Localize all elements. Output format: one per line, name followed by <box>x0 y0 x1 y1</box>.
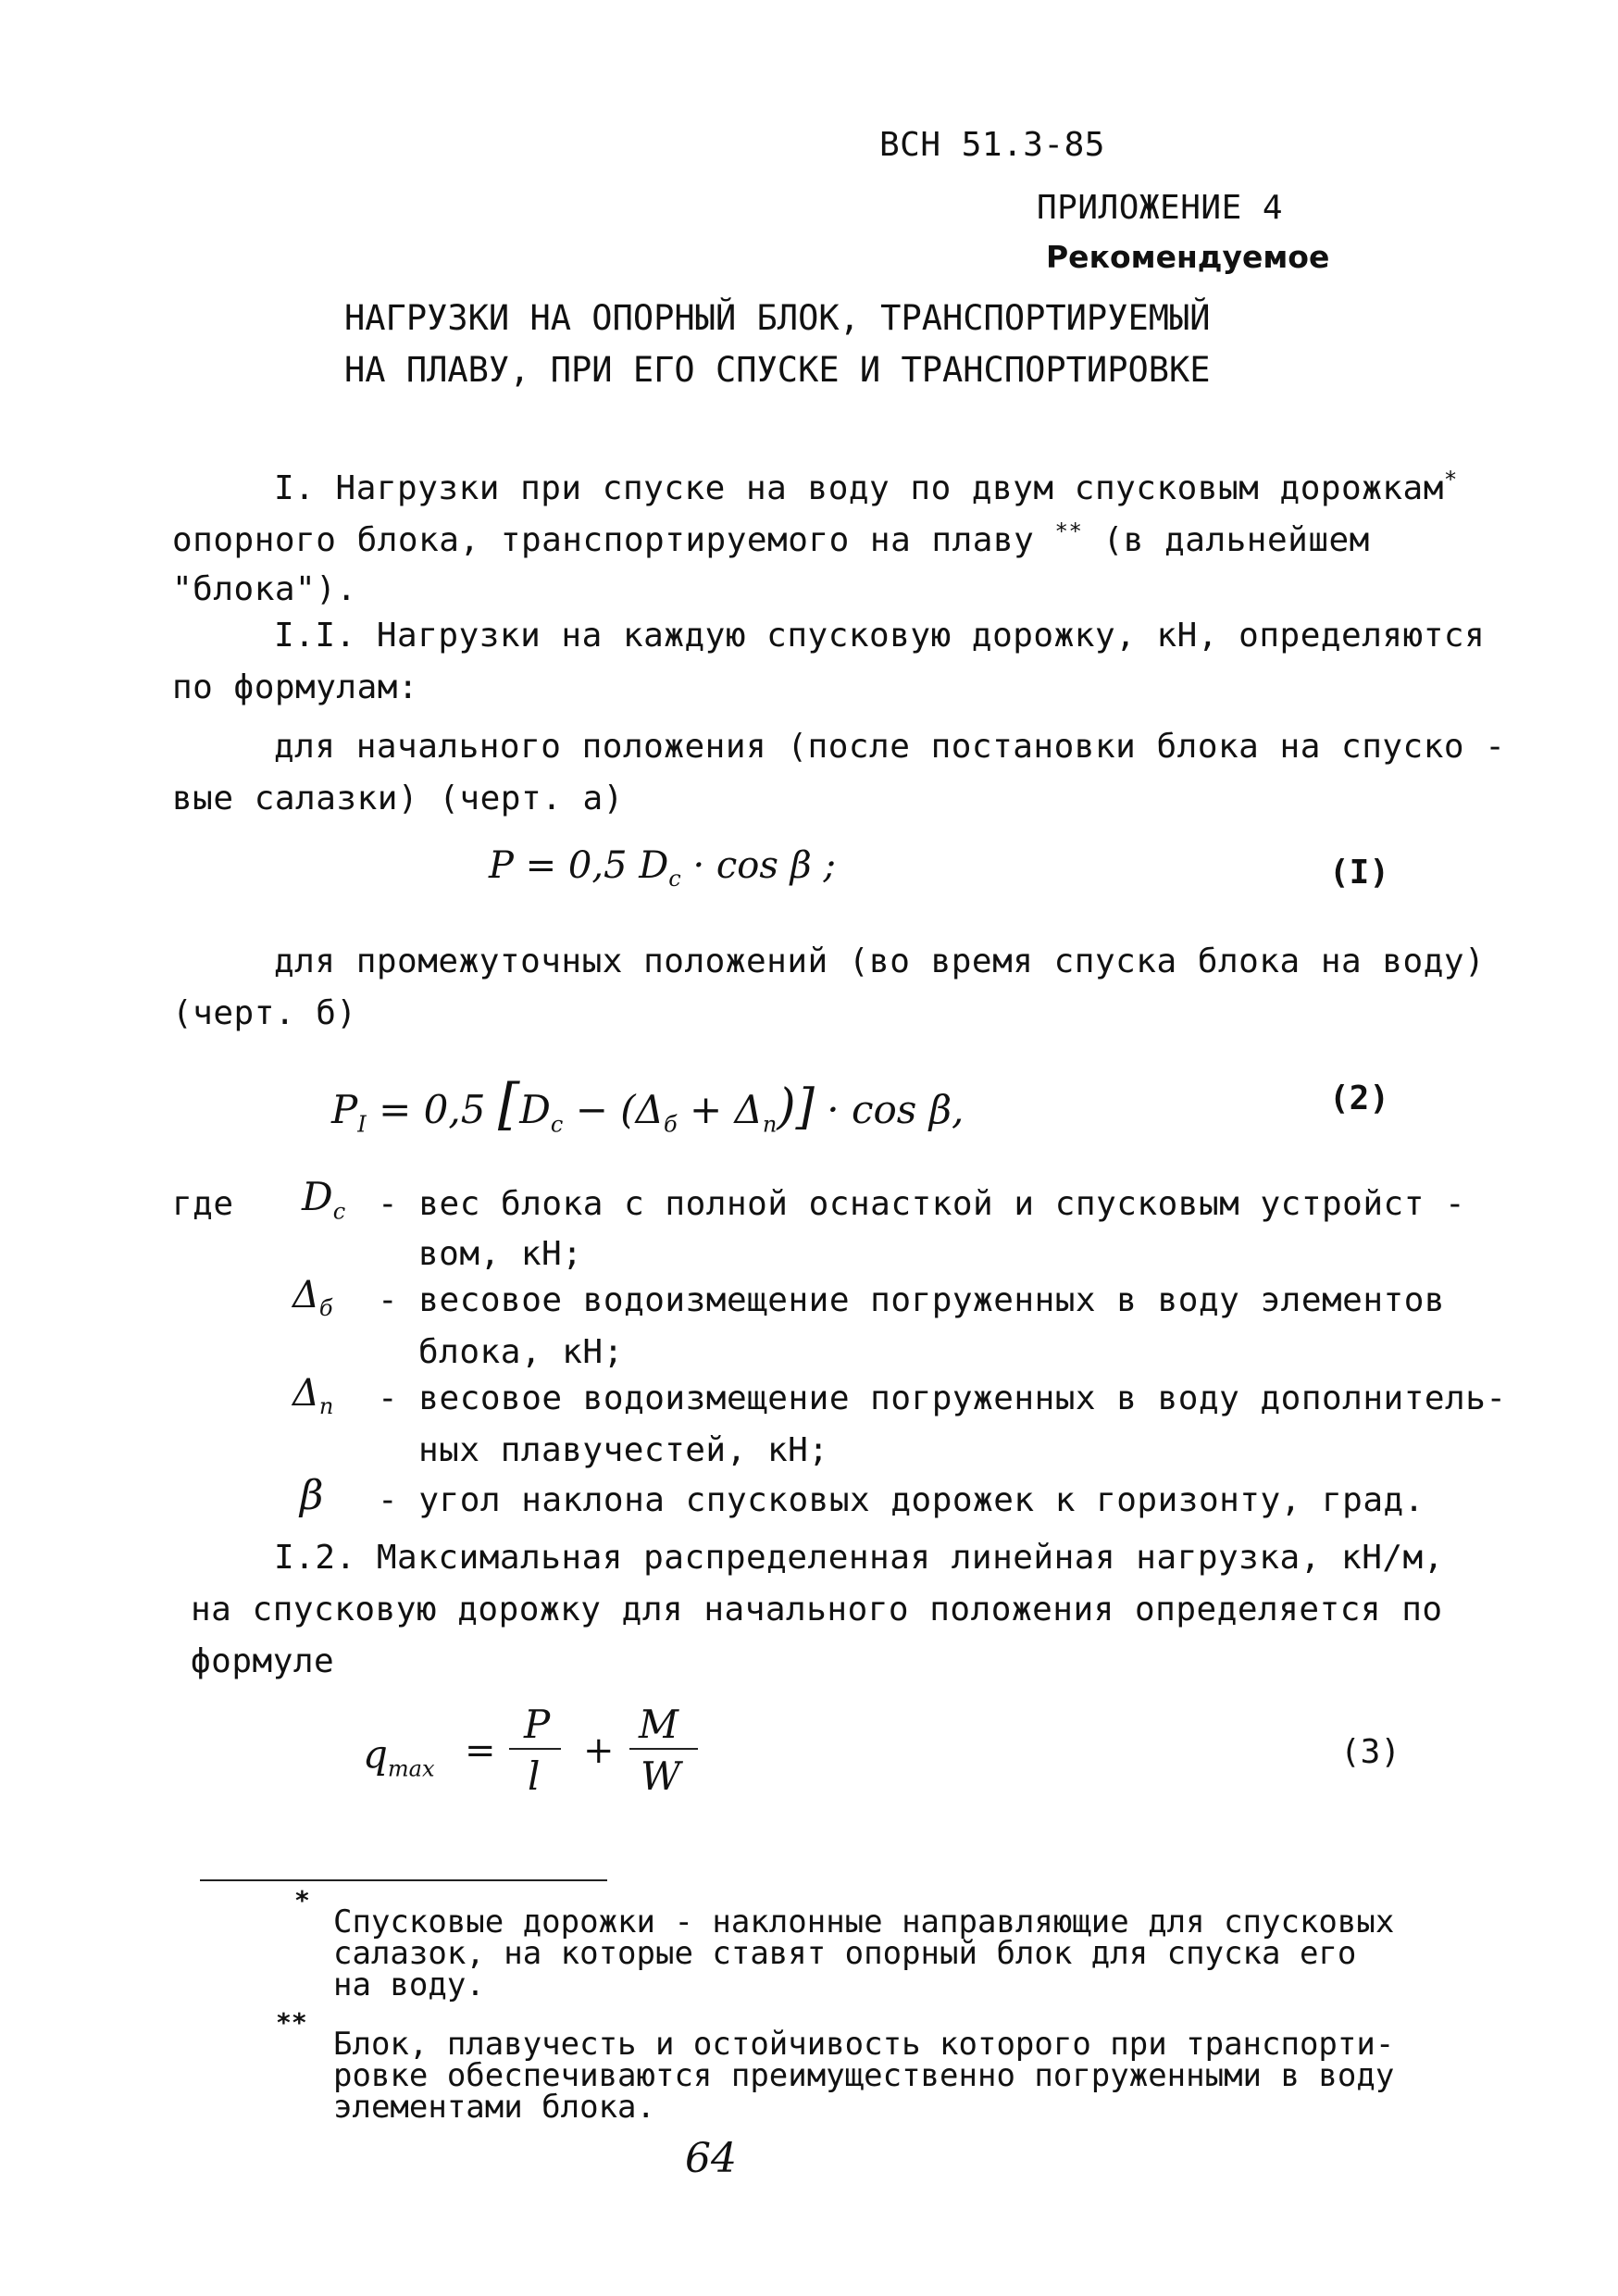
symbol-delta-p-main: Δ <box>292 1372 319 1415</box>
section-1-text: I. Нагрузки при спуске на воду по двум спусковым дорожкам <box>274 469 1444 507</box>
title-line-1: НАГРУЗКИ НА ОПОРНЫЙ БЛОК, ТРАНСПОРТИРУЕМЫЙ <box>344 298 1211 338</box>
symbol-delta-p-sub: п <box>318 1393 334 1419</box>
formula-2-lhs: P <box>331 1087 358 1132</box>
fraction-bar-2 <box>629 1748 698 1750</box>
formula-1-rest: · cos β ; <box>692 844 836 887</box>
footnote-2-line-3: элементами блока. <box>333 2089 655 2126</box>
where-item-4-line-1: - угол наклона спусковых дорожек к горизонту, град. <box>378 1481 1425 1519</box>
formula-3-lhs <box>363 1731 435 1781</box>
symbol-dc <box>302 1174 345 1224</box>
formula-2-d: D <box>519 1087 551 1132</box>
formula-2-bracket-close: )] <box>777 1079 815 1135</box>
formula-2-minus: − (Δ <box>575 1087 664 1132</box>
footnote-1-line-2: салазок, на которые ставят опорный блок для спуска его <box>333 1935 1357 1972</box>
equation-number-2: (2) <box>1329 1079 1390 1117</box>
formula-1-coef: = 0,5 <box>525 844 628 887</box>
formula-3-numerator-2: M <box>639 1702 679 1747</box>
section-1-line-3: "блока"). <box>172 570 357 608</box>
formula-1-d: D <box>639 844 669 887</box>
where-item-2-line-2: блока, кН; <box>418 1333 624 1371</box>
formula-1-lhs: P <box>489 844 514 887</box>
formula-2-lhs-sub: I <box>357 1111 367 1138</box>
section-1-1-line-2: по формулам: <box>172 668 419 706</box>
section-1-1-line-1: I.I. Нагрузки на каждую спусковую дорожку, кН, определяются <box>274 617 1486 655</box>
equation-number-1: (I) <box>1329 854 1390 892</box>
symbol-beta: β <box>300 1472 324 1519</box>
intermediate-position-line-1: для промежуточных положений (во время спуска блока на воду) <box>274 942 1486 980</box>
where-item-2-line-1: - весовое водоизмещение погруженных в воду элементов <box>378 1281 1446 1319</box>
page-number: 64 <box>685 2135 737 2182</box>
formula-2-bracket-open: [ <box>497 1072 520 1137</box>
section-1-2-line-3: формуле <box>191 1642 335 1680</box>
footnote-1-line-1: Спусковые дорожки - наклонные направляющие для спусковых <box>333 1903 1395 1940</box>
initial-position-line-2: вые салазки) (черт. а) <box>172 780 624 817</box>
footnote-1-mark: * <box>294 1885 310 1915</box>
formula-3-plus: + <box>583 1729 615 1772</box>
formula-3-equals: = <box>465 1729 496 1772</box>
symbol-delta-p <box>292 1372 333 1419</box>
where-item-3-line-1: - весовое водоизмещение погруженных в воду дополнитель- <box>378 1379 1507 1417</box>
formula-1-d-sub: c <box>668 866 681 892</box>
appendix-status: Рекомендуемое <box>1046 239 1330 275</box>
formula-1 <box>489 844 836 892</box>
title-line-2: НА ПЛАВУ, ПРИ ЕГО СПУСКЕ И ТРАНСПОРТИРОВКЕ <box>344 350 1211 390</box>
where-item-3-line-2: ных плавучестей, кН; <box>418 1431 829 1469</box>
formula-3-denominator-2: W <box>641 1753 681 1799</box>
formula-2-sub-1: б <box>664 1111 678 1138</box>
formula-3-numerator-1: P <box>524 1702 551 1747</box>
document-code: ВСН 51.3-85 <box>879 126 1105 164</box>
initial-position-line-1: для начального положения (после постановки блока на спуско - <box>274 728 1506 766</box>
footnote-1-line-3: на воду. <box>333 1966 485 2003</box>
where-label: где <box>172 1185 234 1223</box>
formula-2-rest: · cos β, <box>827 1087 965 1132</box>
where-item-1-line-1: - вес блока с полной оснасткой и спусковым устройст - <box>378 1185 1466 1223</box>
section-1-2-line-1: I.2. Максимальная распределенная линейная нагрузка, кН/м, <box>274 1539 1444 1577</box>
formula-2-plus: + Δ <box>690 1087 763 1132</box>
formula-2 <box>331 1072 964 1137</box>
formula-3-q: q <box>363 1731 388 1777</box>
formula-2-d-sub: c <box>550 1111 564 1138</box>
section-1-text-2a: опорного блока, транспортируемого на плаву <box>172 521 1035 559</box>
footnote-2-line-1: Блок, плавучесть и остойчивость которого при транспорти- <box>333 2026 1395 2063</box>
formula-2-coef: = 0,5 <box>379 1087 486 1132</box>
footnote-2-mark: ** <box>276 2007 307 2038</box>
footnote-ref-1: * <box>1443 467 1458 493</box>
appendix-label: ПРИЛОЖЕНИЕ 4 <box>1037 189 1284 227</box>
equation-number-3: (3) <box>1340 1733 1401 1771</box>
intermediate-position-line-2: (черт. б) <box>172 994 357 1032</box>
section-1-text-2b: (в дальнейшем <box>1102 521 1370 559</box>
symbol-delta-b-sub: б <box>318 1295 333 1321</box>
symbol-delta-b-main: Δ <box>292 1274 319 1316</box>
footnote-2-line-2: ровке обеспечиваются преимущественно погруженными в воду <box>333 2057 1395 2094</box>
formula-3-denominator-1: l <box>528 1753 541 1799</box>
section-1-line-2 <box>172 518 1370 559</box>
symbol-dc-sub: c <box>332 1198 346 1225</box>
footnote-separator <box>200 1879 607 1881</box>
symbol-dc-main: D <box>302 1174 333 1219</box>
formula-2-sub-2: п <box>762 1111 778 1138</box>
footnote-ref-2: ** <box>1054 518 1083 544</box>
symbol-delta-b <box>292 1274 333 1321</box>
formula-3-q-sub: max <box>387 1755 435 1782</box>
where-item-1-line-2: вом, кН; <box>418 1235 583 1273</box>
fraction-bar-1 <box>509 1748 561 1750</box>
section-1-line-1 <box>274 467 1458 507</box>
section-1-2-line-2: на спусковую дорожку для начального положения определяется по <box>191 1591 1443 1628</box>
